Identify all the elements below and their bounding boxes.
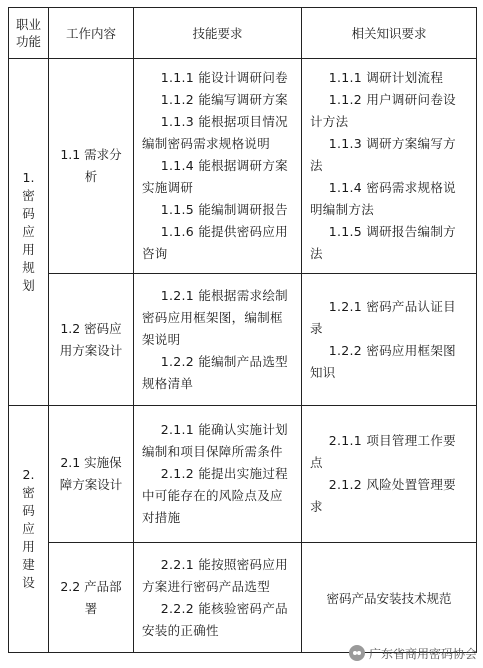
knowledge-item: 2.1.2 风险处置管理要求 [310,477,456,514]
knowledge-item: 1.2.2 密码应用框架图知识 [310,342,456,380]
skill-item: 1.1.6 能提供密码应用咨询 [142,224,288,261]
header-func: 职业功能 [9,8,49,59]
header-skill: 技能要求 [134,8,302,59]
skill-item: 2.1.1 能确认实施计划编制和项目保障所需条件 [142,422,288,459]
skill-cell [134,406,302,543]
work-cell: 1.2 密码应用方案设计 [49,274,134,406]
skill-item: 2.2.2 能核验密码产品安装的正确性 [142,600,288,638]
work-cell: 2.1 实施保障方案设计 [49,406,134,543]
work-cell: 2.2 产品部署 [49,543,134,653]
skill-item: 2.2.1 能按照密码应用方案进行密码产品选型 [142,556,288,594]
watermark-text: 广东省商用密码协会 [368,646,477,661]
knowledge-cell [302,406,477,543]
skill-item: 1.1.2 能编写调研方案 [160,92,288,107]
knowledge-item: 1.1.4 密码需求规格说明编制方法 [310,180,456,217]
skill-item: 1.2.1 能根据需求绘制密码应用框架图，编制框架说明 [142,287,288,347]
knowledge-cell [302,274,477,406]
table-row [9,59,477,274]
table-row [9,274,477,406]
competency-table [8,7,477,653]
knowledge-item: 1.2.1 密码产品认证目录 [310,298,456,336]
func-cell: 2. 密码应用建设 [9,406,49,653]
knowledge-cell: 密码产品安装技术规范 [302,543,477,653]
skill-cell [134,543,302,653]
table-row [9,543,477,653]
skill-item: 1.1.5 能编制调研报告 [160,202,288,217]
header-knowledge: 相关知识要求 [302,8,477,59]
skill-item: 1.1.1 能设计调研问卷 [160,70,288,85]
knowledge-item: 1.1.2 用户调研问卷设计方法 [310,92,456,129]
knowledge-item: 1.1.5 调研报告编制方法 [310,224,456,261]
skill-cell [134,274,302,406]
table-row [9,406,477,543]
skill-item: 2.1.2 能提出实施过程中可能存在的风险点及应对措施 [142,466,288,525]
skill-item: 1.2.2 能编制产品选型规格清单 [142,353,288,391]
skill-cell [134,59,302,274]
knowledge-item: 1.1.1 调研计划流程 [328,70,444,85]
header-row [9,8,477,59]
header-work: 工作内容 [49,8,134,59]
knowledge-item: 2.1.1 项目管理工作要点 [310,433,456,470]
knowledge-item: 1.1.3 调研方案编写方法 [310,136,456,173]
skill-item: 1.1.4 能根据调研方案实施调研 [142,158,288,195]
func-cell: 1. 密码应用规划 [9,59,49,406]
skill-item: 1.1.3 能根据项目情况编制密码需求规格说明 [142,114,288,151]
watermark [349,642,477,664]
work-cell: 1.1 需求分析 [49,59,134,274]
knowledge-cell [302,59,477,274]
wechat-icon [349,645,365,661]
